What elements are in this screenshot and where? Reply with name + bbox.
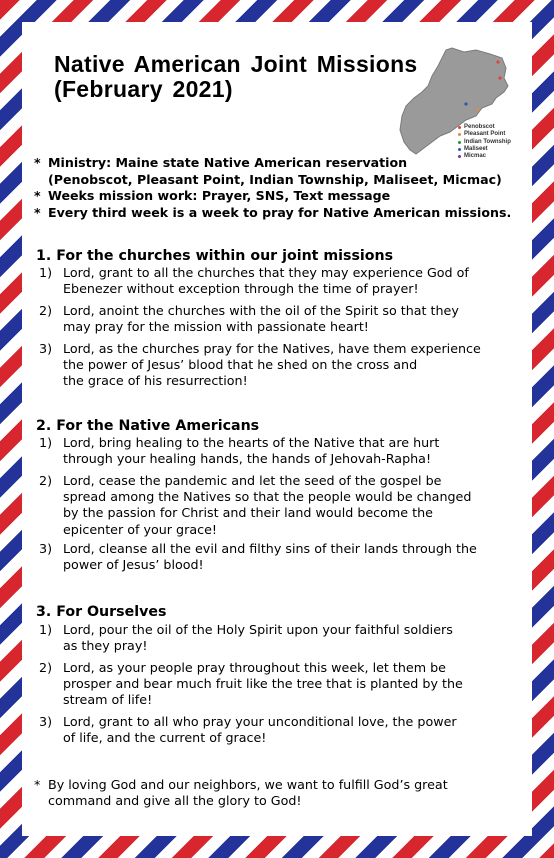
item-line: the grace of his resurrection! <box>63 373 248 389</box>
legend-dot <box>458 126 461 129</box>
map-marker <box>464 102 467 105</box>
item-line: of life, and the current of grace! <box>63 730 267 746</box>
item-number: 1) <box>39 622 53 637</box>
bullet-line: Ministry: Maine state Native American reservation <box>48 155 408 170</box>
item-line: through your healing hands, the hands of Jehovah-Rapha! <box>63 451 432 467</box>
bullet-star: * <box>34 777 41 792</box>
item-line: prosper and bear much fruit like the tree that is planted by the <box>63 676 463 692</box>
section-title: 2. For the Native Americans <box>36 418 260 434</box>
bullet-line: (Penobscot, Pleasant Point, Indian Township, Maliseet, Micmac) <box>48 171 502 187</box>
prayer-item <box>39 714 523 746</box>
map-marker <box>477 109 480 112</box>
prayer-item <box>39 541 523 573</box>
item-line: Lord, grant to all the churches that they may experience God of <box>63 265 469 280</box>
item-line: as they pray! <box>63 638 148 654</box>
item-line: spread among the Natives so that the people would be changed <box>63 489 472 505</box>
legend-label: Pleasant Point <box>464 131 506 138</box>
legend-dot <box>458 141 461 144</box>
document-content <box>32 22 532 836</box>
item-number: 2) <box>39 303 53 318</box>
item-number: 2) <box>39 660 53 675</box>
legend-label: Maliseet <box>464 145 488 152</box>
bullet-star: * <box>34 188 41 203</box>
item-line: the power of Jesus’ blood that he shed on the cross and <box>63 357 418 373</box>
legend-item <box>458 131 511 138</box>
prayer-item <box>39 622 523 654</box>
item-line: Lord, pour the oil of the Holy Spirit upon your faithful soldiers <box>63 622 453 637</box>
item-line: stream of life! <box>63 692 153 708</box>
item-line: Lord, cease the pandemic and let the seed of the gospel be <box>63 473 442 488</box>
item-line: Lord, anoint the churches with the oil of the Spirit so that they <box>63 303 459 318</box>
item-number: 3) <box>39 714 53 729</box>
legend-label: Penobscot <box>464 124 495 130</box>
closing-statement <box>34 777 518 809</box>
page-title <box>54 52 418 102</box>
intro-bullets <box>34 155 514 221</box>
title-line-2: (February 2021) <box>54 76 233 102</box>
item-line: may pray for the mission with passionate heart! <box>63 319 369 335</box>
prayer-item <box>39 660 523 709</box>
closing-line: command and give all the glory to God! <box>48 793 302 809</box>
legend-item <box>458 146 511 153</box>
bullet-star: * <box>34 155 41 170</box>
legend-item <box>458 139 511 146</box>
legend-dot <box>458 133 461 136</box>
prayer-item <box>39 435 523 467</box>
section-title: 3. For Ourselves <box>36 604 167 620</box>
item-line: power of Jesus’ blood! <box>63 557 204 573</box>
legend-label: Indian Township <box>464 138 511 145</box>
item-number: 1) <box>39 435 53 450</box>
item-line: Lord, bring healing to the hearts of the Native that are hurt <box>63 435 440 450</box>
prayer-item <box>39 341 523 390</box>
map-marker <box>498 76 501 79</box>
bullet-line: Weeks mission work: Prayer, SNS, Text message <box>48 188 391 203</box>
item-line: Ebenezer without exception through the time of prayer! <box>63 281 419 297</box>
prayer-item <box>39 265 523 297</box>
item-line: Lord, cleanse all the evil and filthy sins of their lands through the <box>63 541 477 556</box>
map-marker <box>496 60 499 63</box>
bullet-star: * <box>34 204 41 220</box>
intro-bullet <box>34 205 514 222</box>
item-line: Lord, as your people pray throughout this week, let them be <box>63 660 446 675</box>
item-line: Lord, grant to all who pray your unconditional love, the power <box>63 714 457 729</box>
legend-dot <box>458 148 461 151</box>
item-line: by the passion for Christ and their land would become the <box>63 505 433 521</box>
title-line-1: Native American Joint Missions <box>54 51 418 77</box>
item-number: 1) <box>39 265 53 280</box>
item-number: 3) <box>39 341 53 356</box>
prayer-item <box>39 303 523 335</box>
section-title: 1. For the churches within our joint missions <box>36 248 394 264</box>
prayer-item <box>39 473 523 538</box>
document-page <box>22 22 532 836</box>
legend-label: Micmac <box>464 153 487 160</box>
item-line: epicenter of your grace! <box>63 521 217 537</box>
legend-item <box>458 124 511 131</box>
intro-bullet <box>34 155 514 188</box>
intro-bullet <box>34 188 514 205</box>
closing-line: By loving God and our neighbors, we want to fulfill God’s great <box>48 777 448 792</box>
item-line: Lord, as the churches pray for the Natives, have them experience <box>63 341 481 356</box>
item-number: 2) <box>39 473 53 488</box>
item-number: 3) <box>39 541 53 556</box>
bullet-line: Every third week is a week to pray for Native American missions. <box>48 204 512 220</box>
